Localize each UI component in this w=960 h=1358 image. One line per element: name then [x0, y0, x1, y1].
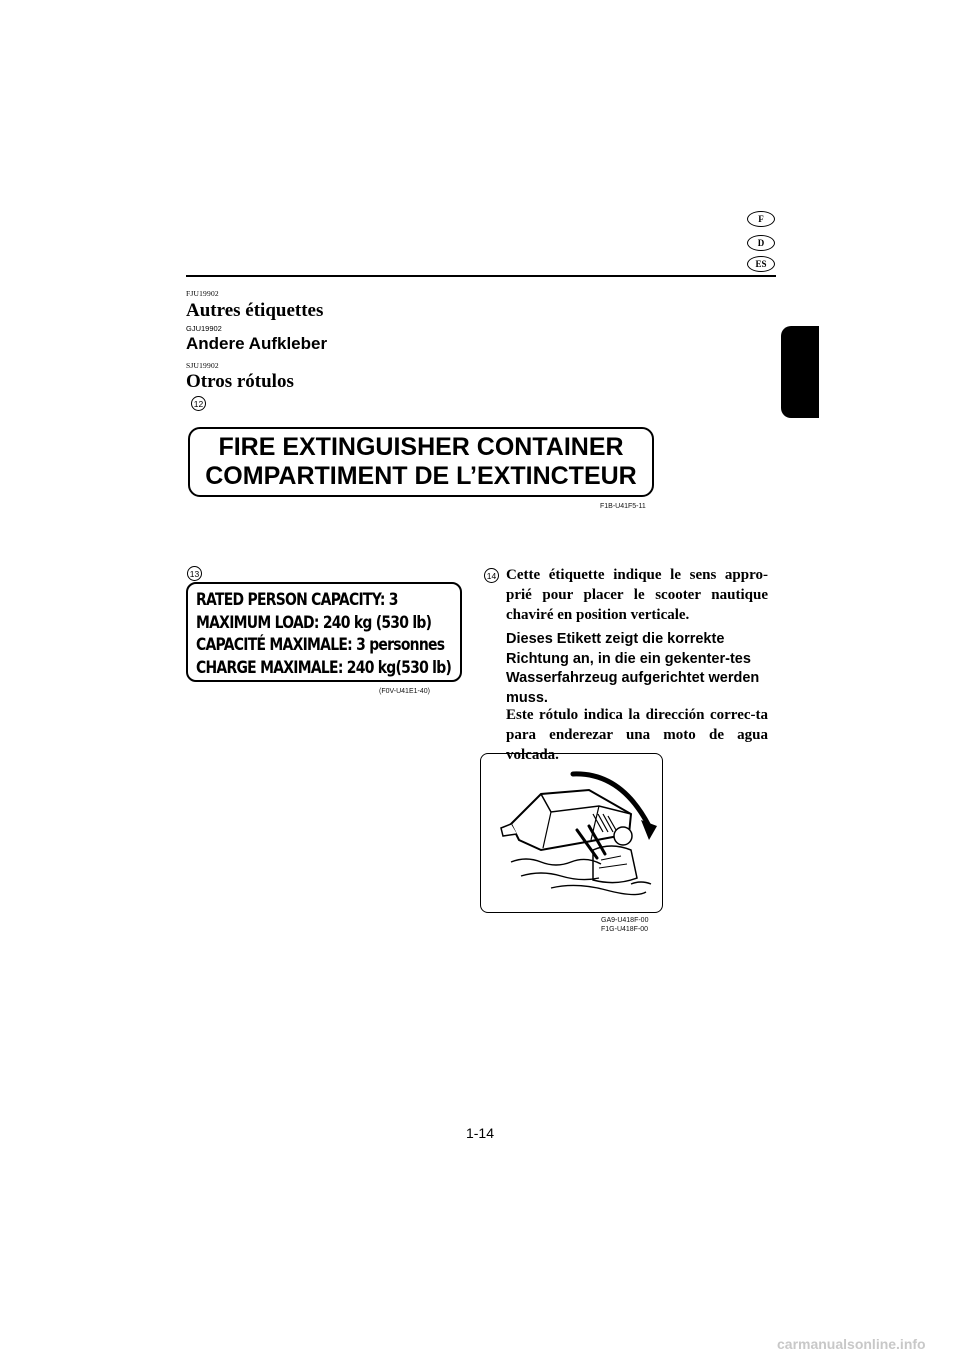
heading-es: Otros rótulos [186, 371, 294, 392]
code-es: SJU19902 [186, 361, 219, 370]
item14-text-fr: Cette étiquette indique le sens appro-prié pour placer le scooter nautique chaviré en position verticale. [506, 567, 768, 623]
code-fr: FJU19902 [186, 289, 219, 298]
capsized-watercraft-drawing [481, 754, 662, 912]
capacity-label-ref: (F0V-U41E1-40) [379, 688, 430, 695]
marker-12: 12 [191, 396, 206, 411]
fire-label-line2: COMPARTIMENT DE L’EXTINCTEUR [205, 462, 637, 490]
lang-badge-d: D [747, 235, 775, 251]
fire-label-ref: F1B-U41F5-11 [600, 503, 646, 510]
watermark: carmanualsonline.info [777, 1336, 926, 1352]
capacity-label [186, 582, 462, 682]
lang-badge-f: F [747, 211, 775, 227]
capacity-line-1: RATED PERSON CAPACITY: 3 [196, 590, 398, 610]
item14-text-de: Dieses Etikett zeigt die korrekte Richtung an, in die ein gekenter-tes Wasserfahrzeug aufgerichtet werden muss. [506, 631, 760, 706]
capacity-line-2: MAXIMUM LOAD: 240 kg (530 lb) [196, 612, 432, 633]
lang-badge-es: ES [747, 256, 775, 272]
heading-de: Andere Aufkleber [186, 334, 328, 353]
chapter-tab [781, 326, 819, 418]
code-de: GJU19902 [186, 324, 222, 333]
marker-14: 14 [484, 568, 499, 583]
item14-text-es: Este rótulo indica la dirección correc-ta para enderezar una moto de agua volcada. [506, 707, 768, 763]
illustration-ref-2: F1G-U418F-00 [601, 926, 649, 933]
capacity-line-4: CHARGE MAXIMALE: 240 kg(530 lb) [196, 657, 452, 678]
header-rule [186, 275, 776, 277]
fire-label-line1: FIRE EXTINGUISHER CONTAINER [218, 433, 624, 461]
page-number: 1-14 [465, 1125, 495, 1141]
capacity-line-3: CAPACITÉ MAXIMALE: 3 personnes [196, 635, 445, 655]
marker-13: 13 [187, 566, 202, 581]
heading-fr: Autres étiquettes [186, 300, 324, 321]
righting-illustration [480, 753, 663, 913]
fire-extinguisher-label [188, 427, 654, 497]
illustration-ref-1: GA9-U418F-00 [601, 917, 649, 924]
